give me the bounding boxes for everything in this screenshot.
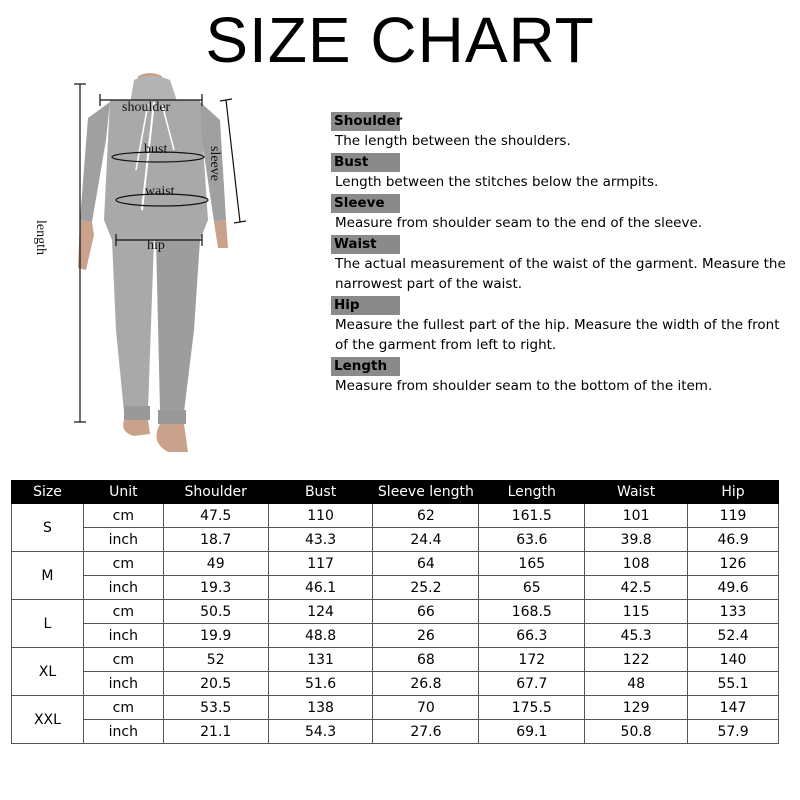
table-cell: 66.3: [479, 624, 585, 648]
table-row: [12, 528, 779, 552]
table-cell: 66: [373, 600, 479, 624]
unit-cell: inch: [83, 624, 163, 648]
definition-text: Length between the stitches below the armpits.: [335, 174, 659, 190]
table-row: [12, 624, 779, 648]
table-row: [12, 672, 779, 696]
table-header-row: [12, 481, 779, 504]
measurement-definitions: [331, 112, 791, 398]
bust-measure-label: bust: [144, 142, 168, 157]
table-cell: 21.1: [163, 720, 268, 744]
table-cell: 62: [373, 504, 479, 528]
definition-text: Measure from shoulder seam to the end of the sleeve.: [335, 215, 703, 231]
table-cell: 172: [479, 648, 585, 672]
table-cell: 101: [585, 504, 688, 528]
page-title: SIZE CHART: [205, 4, 595, 76]
table-cell: 48.8: [268, 624, 373, 648]
definition-title: Bust: [331, 153, 400, 172]
table-row: [12, 576, 779, 600]
size-table: [11, 480, 779, 744]
column-header: Unit: [83, 481, 163, 504]
table-cell: 46.1: [268, 576, 373, 600]
table-cell: 52: [163, 648, 268, 672]
table-cell: 53.5: [163, 696, 268, 720]
column-header: Bust: [268, 481, 373, 504]
table-row: [12, 600, 779, 624]
table-cell: 129: [585, 696, 688, 720]
table-cell: 110: [268, 504, 373, 528]
unit-cell: inch: [83, 528, 163, 552]
unit-cell: cm: [83, 552, 163, 576]
garment-illustration: [50, 70, 330, 470]
definition-waist: [331, 235, 791, 294]
column-header: Waist: [585, 481, 688, 504]
table-cell: 119: [688, 504, 779, 528]
table-cell: 63.6: [479, 528, 585, 552]
size-cell: XL: [12, 648, 84, 696]
table-row: [12, 720, 779, 744]
definition-hip: [331, 296, 791, 355]
table-cell: 147: [688, 696, 779, 720]
table-cell: 138: [268, 696, 373, 720]
unit-cell: cm: [83, 600, 163, 624]
table-cell: 42.5: [585, 576, 688, 600]
table-cell: 20.5: [163, 672, 268, 696]
table-cell: 117: [268, 552, 373, 576]
table-cell: 131: [268, 648, 373, 672]
unit-cell: cm: [83, 504, 163, 528]
table-cell: 64: [373, 552, 479, 576]
table-cell: 122: [585, 648, 688, 672]
table-cell: 175.5: [479, 696, 585, 720]
size-cell: S: [12, 504, 84, 552]
definition-text: The length between the shoulders.: [335, 133, 571, 149]
definition-text: The actual measurement of the waist of the garment. Measure the narrowest part of the waist.: [335, 256, 786, 292]
table-cell: 168.5: [479, 600, 585, 624]
table-cell: 47.5: [163, 504, 268, 528]
unit-cell: inch: [83, 576, 163, 600]
definition-length: [331, 357, 791, 396]
size-cell: L: [12, 600, 84, 648]
table-cell: 24.4: [373, 528, 479, 552]
definition-title: Hip: [331, 296, 400, 315]
table-cell: 133: [688, 600, 779, 624]
size-cell: XXL: [12, 696, 84, 744]
sleeve-measure-label: sleeve: [207, 146, 222, 181]
unit-cell: cm: [83, 696, 163, 720]
waist-measure-label: waist: [145, 184, 175, 199]
column-header: Sleeve length: [373, 481, 479, 504]
column-header: Hip: [688, 481, 779, 504]
table-row: [12, 696, 779, 720]
definition-text: Measure the fullest part of the hip. Measure the width of the front of the garment from left to right.: [335, 317, 780, 353]
column-header: Shoulder: [163, 481, 268, 504]
table-cell: 49: [163, 552, 268, 576]
table-cell: 57.9: [688, 720, 779, 744]
table-cell: 165: [479, 552, 585, 576]
table-cell: 50.5: [163, 600, 268, 624]
table-cell: 55.1: [688, 672, 779, 696]
table-cell: 45.3: [585, 624, 688, 648]
table-cell: 25.2: [373, 576, 479, 600]
table-cell: 70: [373, 696, 479, 720]
table-cell: 26: [373, 624, 479, 648]
definition-title: Shoulder: [331, 112, 400, 131]
table-cell: 126: [688, 552, 779, 576]
table-cell: 67.7: [479, 672, 585, 696]
table-cell: 48: [585, 672, 688, 696]
table-cell: 52.4: [688, 624, 779, 648]
table-cell: 115: [585, 600, 688, 624]
table-row: [12, 552, 779, 576]
definition-title: Length: [331, 357, 400, 376]
table-row: [12, 648, 779, 672]
table-cell: 69.1: [479, 720, 585, 744]
hip-measure-label: hip: [147, 238, 165, 253]
definition-title: Waist: [331, 235, 400, 254]
table-row: [12, 504, 779, 528]
table-cell: 108: [585, 552, 688, 576]
definition-bust: [331, 153, 791, 192]
table-cell: 18.7: [163, 528, 268, 552]
table-cell: 54.3: [268, 720, 373, 744]
definition-title: Sleeve: [331, 194, 400, 213]
definition-shoulder: [331, 112, 791, 151]
shoulder-measure-label: shoulder: [122, 100, 171, 115]
unit-cell: inch: [83, 672, 163, 696]
size-cell: M: [12, 552, 84, 600]
table-cell: 39.8: [585, 528, 688, 552]
table-cell: 19.9: [163, 624, 268, 648]
table-cell: 124: [268, 600, 373, 624]
table-cell: 19.3: [163, 576, 268, 600]
table-cell: 43.3: [268, 528, 373, 552]
column-header: Size: [12, 481, 84, 504]
garment-figure: [33, 70, 330, 470]
table-cell: 161.5: [479, 504, 585, 528]
definition-text: Measure from shoulder seam to the bottom of the item.: [335, 378, 713, 394]
length-measure-label: length: [33, 220, 48, 255]
table-cell: 51.6: [268, 672, 373, 696]
column-header: Length: [479, 481, 585, 504]
unit-cell: inch: [83, 720, 163, 744]
table-cell: 49.6: [688, 576, 779, 600]
unit-cell: cm: [83, 648, 163, 672]
table-cell: 140: [688, 648, 779, 672]
table-cell: 50.8: [585, 720, 688, 744]
table-cell: 46.9: [688, 528, 779, 552]
table-cell: 65: [479, 576, 585, 600]
definition-sleeve: [331, 194, 791, 233]
table-cell: 27.6: [373, 720, 479, 744]
table-cell: 26.8: [373, 672, 479, 696]
table-cell: 68: [373, 648, 479, 672]
